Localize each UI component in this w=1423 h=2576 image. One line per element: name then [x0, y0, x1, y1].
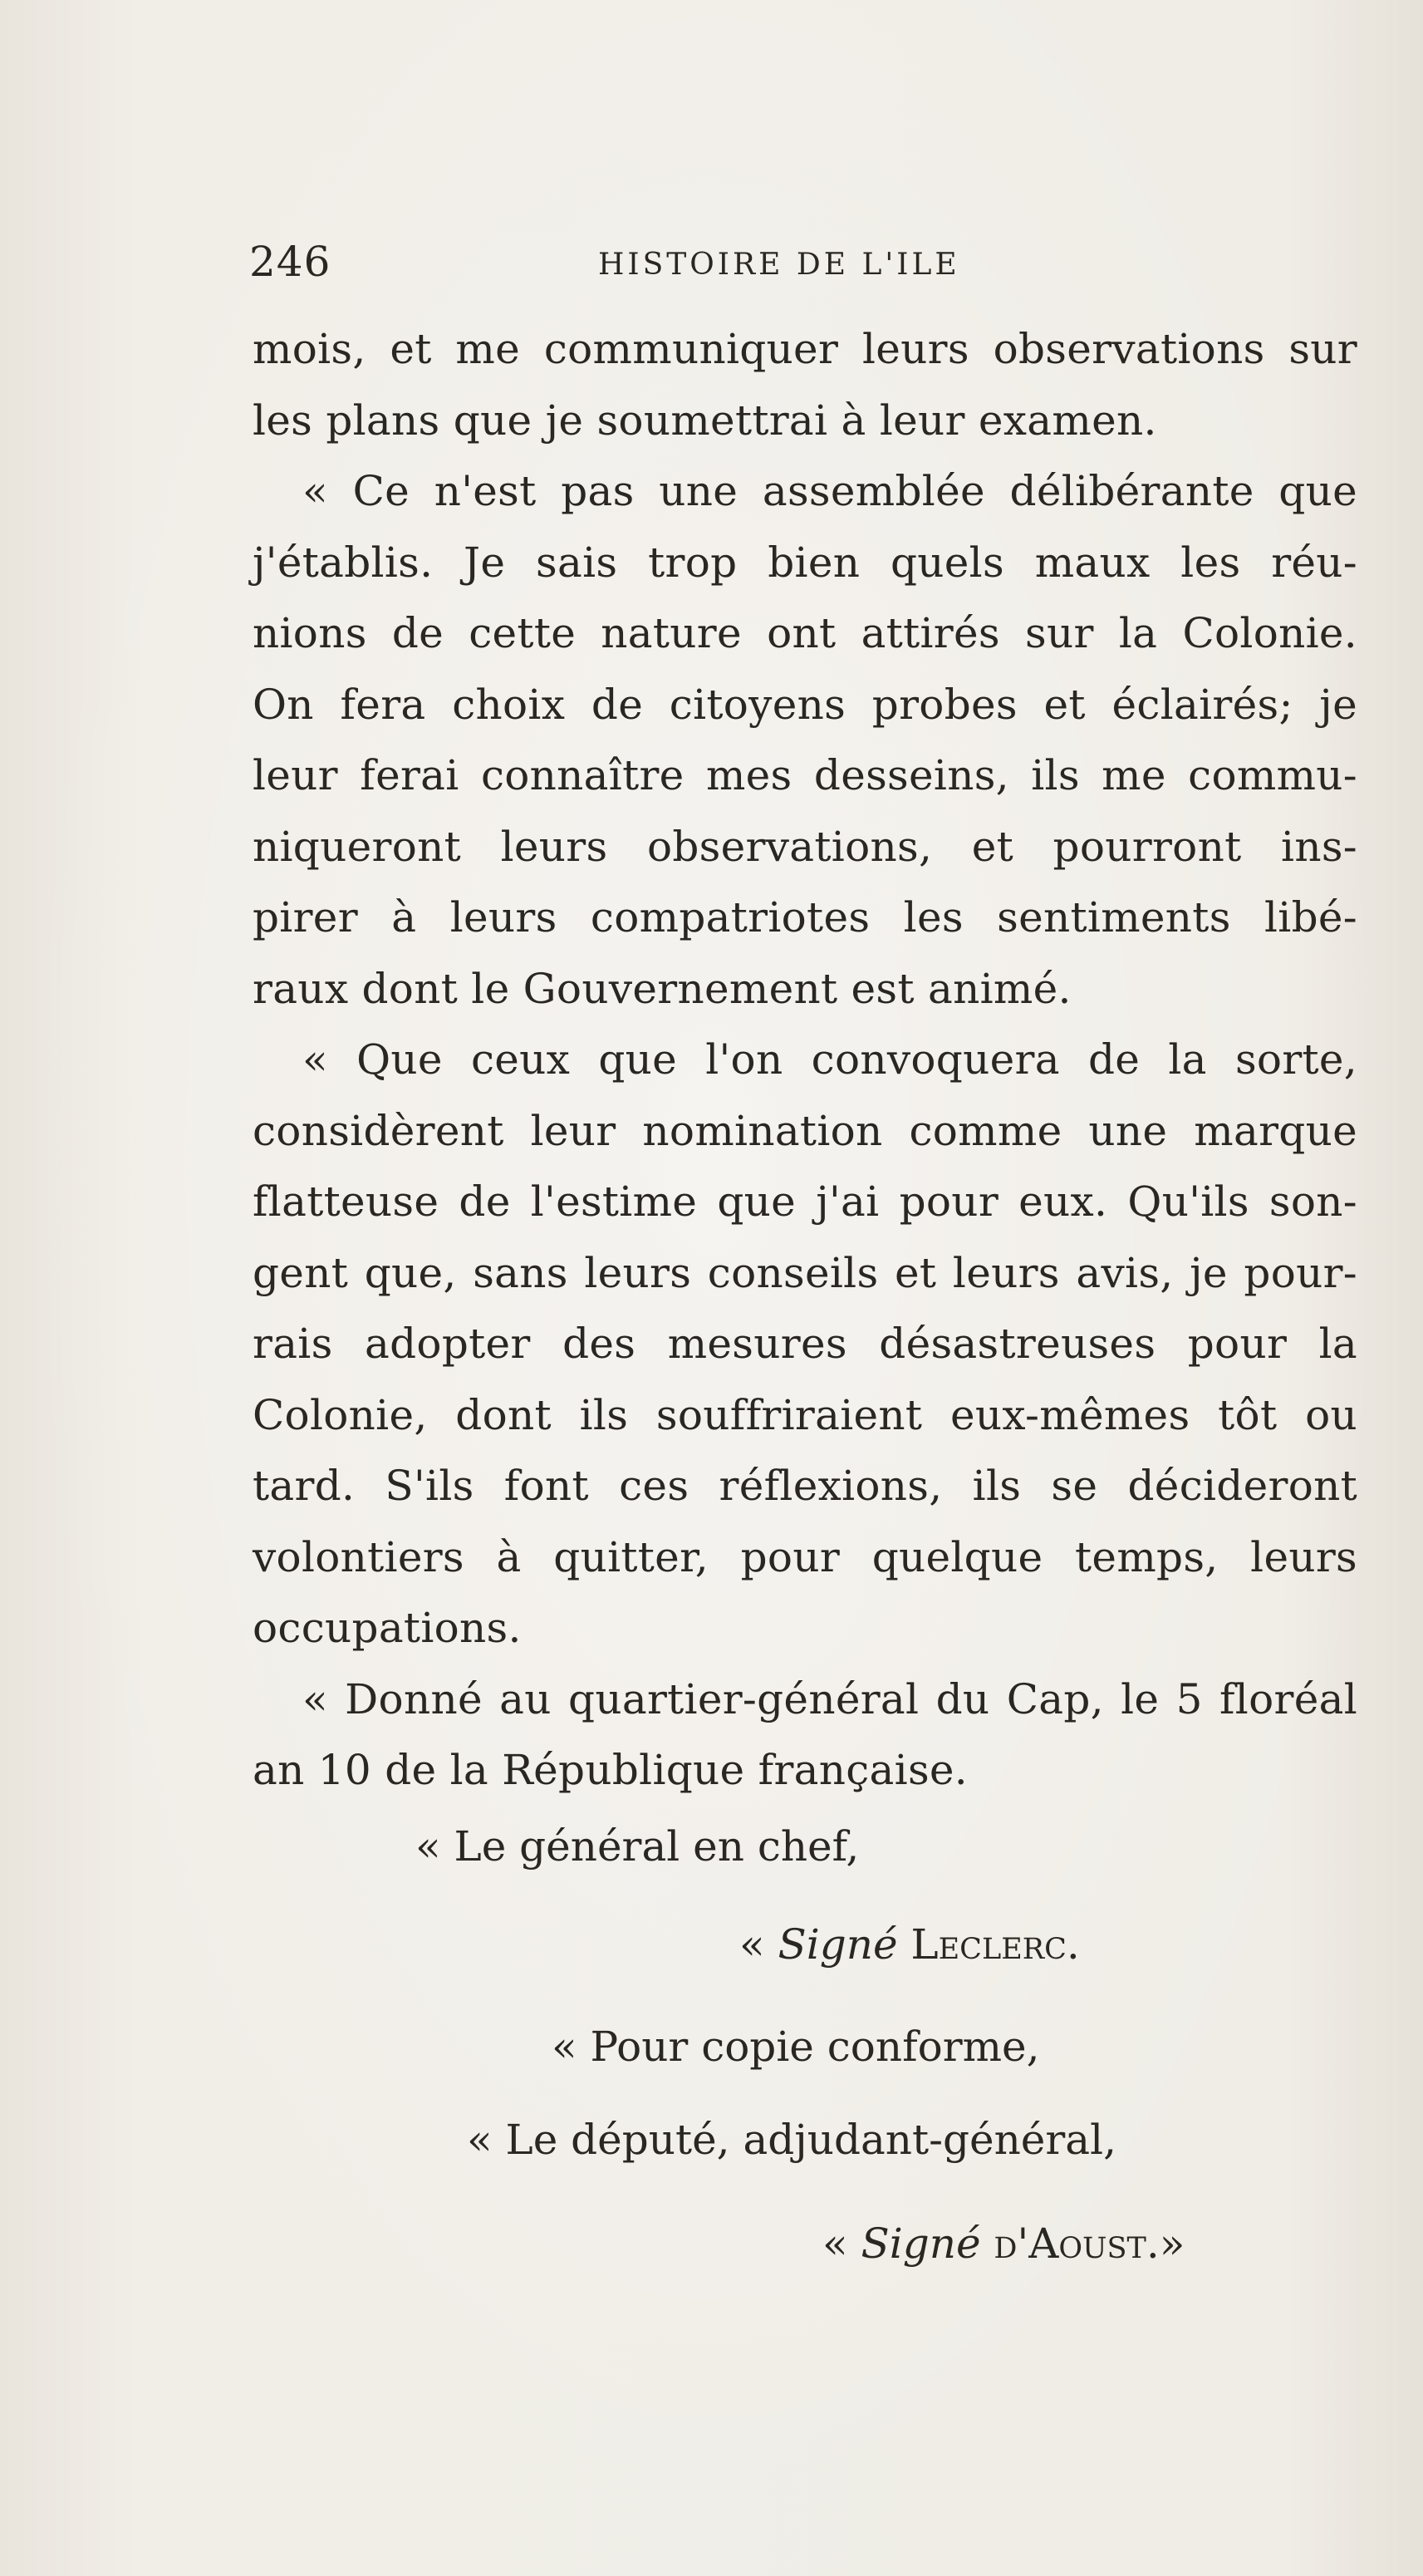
- quote-mark: «: [822, 2220, 861, 2268]
- text-line: « Donné au quartier-général du Cap, le 5 floréal: [302, 1674, 1357, 1723]
- text-line: leur ferai connaître mes desseins, ils me commu-: [253, 751, 1357, 799]
- signature-leclerc: [739, 1915, 1080, 1974]
- running-title: HISTOIRE DE L'ILE: [598, 248, 960, 282]
- text-line: flatteuse de l'estime que j'ai pour eux. Qu'ils son-: [253, 1177, 1357, 1226]
- text-line: considèrent leur nomination comme une marque: [253, 1106, 1357, 1155]
- text-line: j'établis. Je sais trop bien quels maux les réu-: [253, 538, 1357, 587]
- text-line: raux dont le Gouvernement est animé.: [253, 964, 1072, 1013]
- text-line: gent que, sans leurs conseils et leurs avis, je pour-: [253, 1248, 1357, 1297]
- page-number: 246: [249, 238, 331, 286]
- depute-line: « Le député, adjudant-général,: [467, 2116, 1116, 2164]
- text-line: les plans que je soumettrai à leur examen.: [253, 396, 1157, 445]
- text-line: pirer à leurs compatriotes les sentiments libé-: [253, 893, 1357, 941]
- text-line: niqueront leurs observations, et pourront ins-: [253, 822, 1357, 871]
- signe-word: Signé: [778, 1920, 898, 1969]
- text-line: Colonie, dont ils souffriraient eux-mêmes tôt ou: [253, 1390, 1357, 1439]
- text-line: « Que ceux que l'on convoquera de la sorte,: [302, 1035, 1357, 1084]
- signe-word: Signé: [861, 2220, 981, 2268]
- text-line: On fera choix de citoyens probes et éclairés; je: [253, 680, 1357, 729]
- text-line: « Ce n'est pas une assemblée délibérante que: [302, 467, 1357, 515]
- text-line: occupations.: [253, 1604, 522, 1652]
- quote-mark: «: [739, 1920, 778, 1969]
- text-line: tard. S'ils font ces réflexions, ils se décideront: [253, 1462, 1357, 1510]
- text-line: an 10 de la République française.: [253, 1746, 968, 1794]
- text-line: rais adopter des mesures désastreuses pour la: [253, 1320, 1357, 1368]
- leclerc-name: Leclerc.: [897, 1920, 1080, 1969]
- text-line: mois, et me communiquer leurs observations sur: [253, 325, 1357, 373]
- text-line: nions de cette nature ont attirés sur la Colonie.: [253, 609, 1357, 657]
- text-line: volontiers à quitter, pour quelque temps, leurs: [253, 1532, 1357, 1581]
- general-line: « Le général en chef,: [415, 1822, 860, 1871]
- daoust-name: d'Aoust.»: [980, 2220, 1185, 2268]
- copie-line: « Pour copie conforme,: [552, 2023, 1040, 2071]
- signature-daoust: [822, 2215, 1185, 2273]
